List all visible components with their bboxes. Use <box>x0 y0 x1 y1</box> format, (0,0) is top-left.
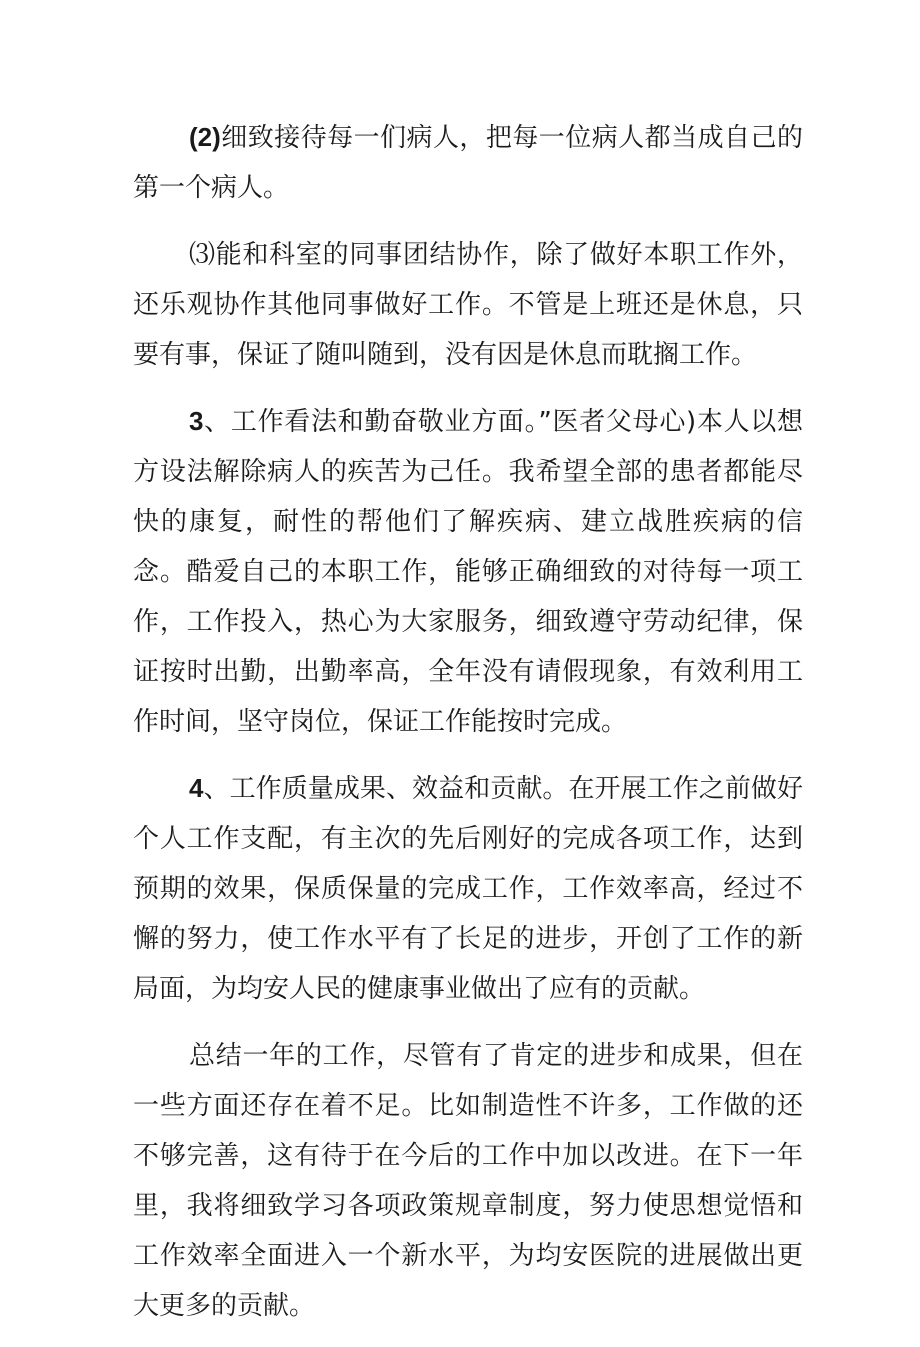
document-body <box>133 112 803 1347</box>
paragraph-text: 总结一年的工作，尽管有了肯定的进步和成果，但在一些方面还存在着不足。比如制造性不许多，工作做的还不够完善，这有待于在今后的工作中加以改进。在下一年里，我将细致学习各项政策规章制度，努力使思想觉悟和工作效率全面进入一个新水平，为均安医院的进展做出更大更多的贡献。 <box>133 1041 803 1321</box>
paragraph-text: 、工作质量成果、效益和贡献。在开展工作之前做好个人工作支配，有主次的先后刚好的完成各项工作，达到预期的效果，保质保量的完成工作，工作效率高，经过不懈的努力，使工作水平有了长足的进步，开创了工作的新局面，为均安人民的健康事业做出了应有的贡献。 <box>133 774 803 1004</box>
paragraph-text: 、工作看法和勤奋敬业方面。”医者父母心)本人以想方设法解除病人的疾苦为己任。我希望全部的患者都能尽快的康复，耐性的帮他们了解疾病、建立战胜疾病的信念。酷爱自己的本职工作，能够正确细致的对待每一项工作，工作投入，热心为大家服务，细致遵守劳动纪律，保证按时出勤，出勤率高，全年没有请假现象，有效利用工作时间，坚守岗位，保证工作能按时完成。 <box>133 407 803 737</box>
section-number: 4 <box>189 773 204 803</box>
paragraph-section-4 <box>133 763 803 1014</box>
paragraph-item-2 <box>133 112 803 213</box>
paragraph-item-3 <box>133 229 803 380</box>
paragraph-summary <box>133 1030 803 1331</box>
section-number: 3 <box>189 406 204 436</box>
paragraph-text: ⑶能和科室的同事团结协作，除了做好本职工作外，还乐观协作其他同事做好工作。不管是上班还是休息，只要有事，保证了随叫随到，没有因是休息而耽搁工作。 <box>133 240 803 370</box>
paragraph-text: 细致接待每一们病人，把每一位病人都当成自己的第一个病人。 <box>133 123 803 203</box>
item-number: (2) <box>189 122 221 152</box>
paragraph-section-3 <box>133 396 803 747</box>
